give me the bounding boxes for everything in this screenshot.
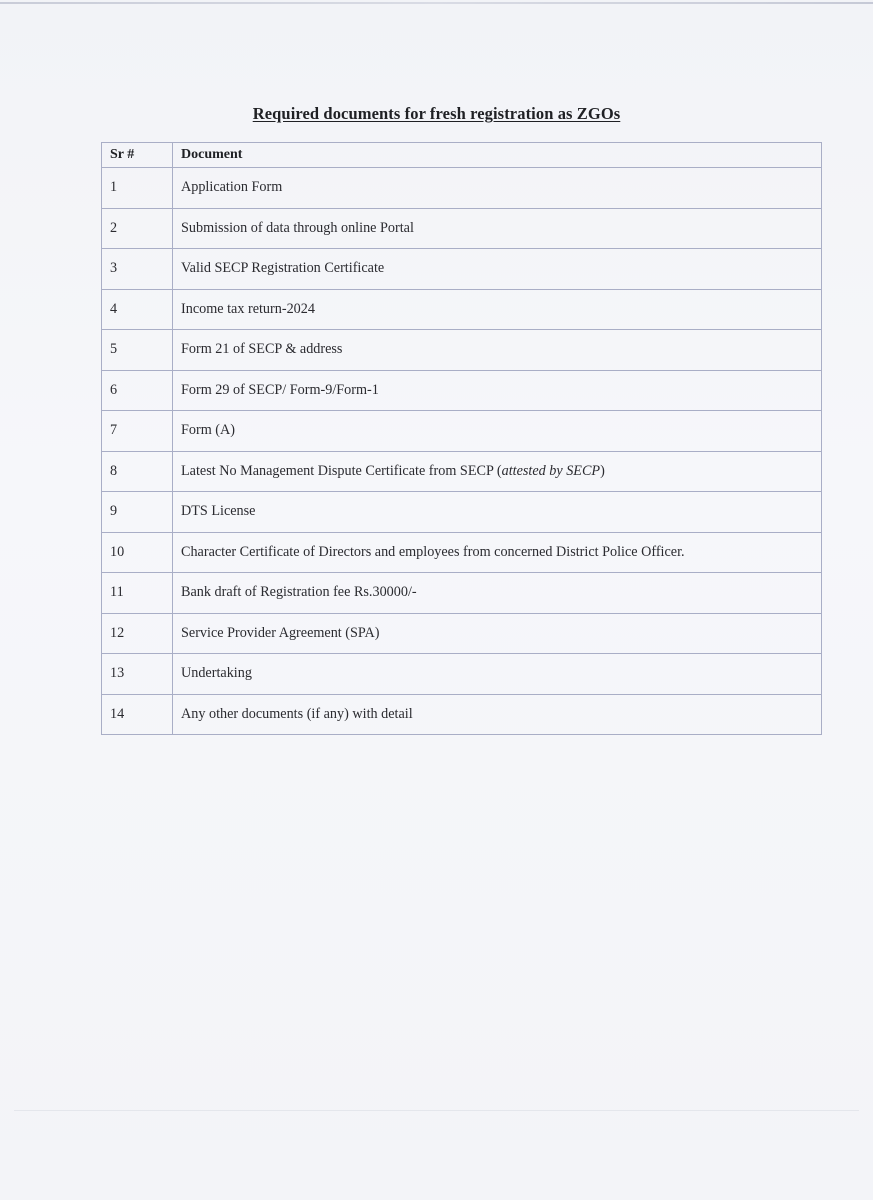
row-sr: 8 <box>102 451 173 492</box>
row-sr: 3 <box>102 249 173 290</box>
table-row <box>102 613 822 654</box>
row-document: Income tax return-2024 <box>173 289 822 330</box>
row-document: Form 29 of SECP/ Form-9/Form-1 <box>173 370 822 411</box>
row-sr: 14 <box>102 694 173 735</box>
table-row <box>102 451 822 492</box>
table-row <box>102 532 822 573</box>
row-document: Form 21 of SECP & address <box>173 330 822 371</box>
row-sr: 11 <box>102 573 173 614</box>
row-document: Undertaking <box>173 654 822 695</box>
row-sr: 6 <box>102 370 173 411</box>
row-document <box>173 451 822 492</box>
page-top-edge <box>0 2 873 4</box>
table-row <box>102 289 822 330</box>
row-sr: 1 <box>102 168 173 209</box>
table-row <box>102 249 822 290</box>
table-row <box>102 573 822 614</box>
row-sr: 5 <box>102 330 173 371</box>
row-document: Application Form <box>173 168 822 209</box>
table-row <box>102 330 822 371</box>
row-document: Valid SECP Registration Certificate <box>173 249 822 290</box>
row-document: Submission of data through online Portal <box>173 208 822 249</box>
row-sr: 7 <box>102 411 173 452</box>
row-sr: 2 <box>102 208 173 249</box>
row-document-emphasis: attested by SECP <box>501 462 601 479</box>
table-row <box>102 654 822 695</box>
row-document-tail: ) <box>600 462 605 479</box>
row-document: Character Certificate of Directors and employees from concerned District Police Officer. <box>173 532 822 573</box>
table-row <box>102 168 822 209</box>
row-sr: 4 <box>102 289 173 330</box>
paper-fold-line <box>14 1110 859 1111</box>
table-row <box>102 370 822 411</box>
page-title: Required documents for fresh registration as ZGOs <box>252 104 621 123</box>
row-sr: 9 <box>102 492 173 533</box>
header-sr: Sr # <box>102 143 173 168</box>
row-document-text: Latest No Management Dispute Certificate from SECP ( <box>181 462 502 479</box>
table-row <box>102 411 822 452</box>
row-document: Form (A) <box>173 411 822 452</box>
row-document: Service Provider Agreement (SPA) <box>173 613 822 654</box>
row-document: Bank draft of Registration fee Rs.30000/- <box>173 573 822 614</box>
row-sr: 12 <box>102 613 173 654</box>
header-document: Document <box>173 143 822 168</box>
row-sr: 10 <box>102 532 173 573</box>
table-row <box>102 492 822 533</box>
required-documents-table <box>101 142 822 735</box>
row-document: Any other documents (if any) with detail <box>173 694 822 735</box>
table-row <box>102 208 822 249</box>
row-sr: 13 <box>102 654 173 695</box>
table-row <box>102 694 822 735</box>
table-header-row <box>102 143 822 168</box>
row-document: DTS License <box>173 492 822 533</box>
